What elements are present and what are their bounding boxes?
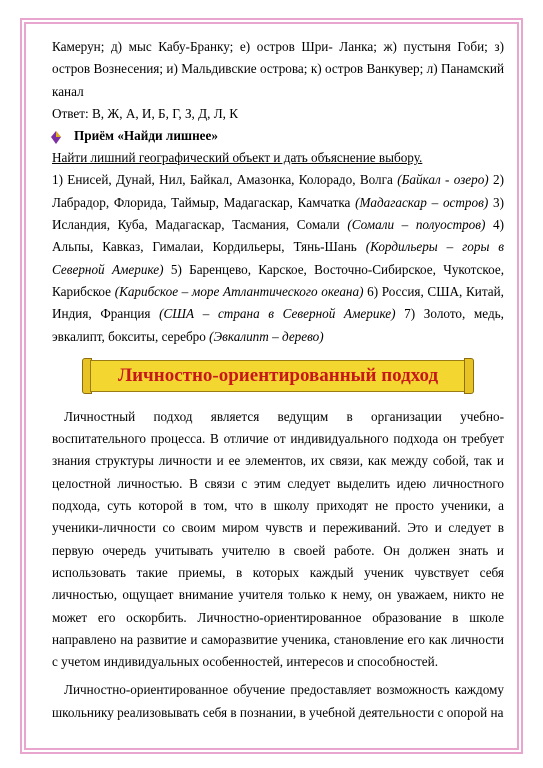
- technique-title: Приём «Найди лишнее»: [74, 128, 218, 144]
- group-text: 7) Золото, медь, эвкалипт, бокситы, серебро: [52, 306, 504, 344]
- group-text: 2) Лабрадор, Флорида, Таймыр, Мадагаскар, Камчатка: [52, 172, 504, 210]
- group-note: (Мадагаскар – остров): [355, 194, 489, 210]
- group-text: 3) Исландия, Куба, Мадагаскар, Тасмания, Сомали: [52, 194, 504, 233]
- group-text: 1) Енисей, Дунай, Нил, Байкал, Амазонка, Колорадо, Волга: [52, 172, 398, 188]
- banner-body: [90, 360, 466, 392]
- diamond-bullet-icon: [50, 130, 60, 142]
- section-banner: [82, 358, 474, 394]
- banner-title: Личностно-ориентированный подход: [117, 364, 439, 386]
- banner-right-roll: [464, 358, 474, 394]
- groups-paragraph: [52, 169, 504, 347]
- document-body: [52, 36, 504, 724]
- group-text: 4) Альпы, Кавказ, Гималаи, Кордильеры, Тянь-Шань: [52, 217, 504, 255]
- group-text: 5) Баренцево, Карское, Восточно-Сибирское, Чукотское, Карибское: [52, 261, 504, 299]
- task-instruction: Найти лишний географический объект и дать объяснение выбору.: [52, 150, 423, 166]
- technique-heading: [52, 125, 504, 147]
- paragraph-personal-learning: Личностно-ориентированное обучение предоставляет возможность каждому школьнику реализовывать себя в познании, в учебной деятельности с опорой на: [52, 682, 504, 720]
- group-note: (Эвкалипт – дерево): [209, 328, 324, 344]
- paragraph-personal-approach: Личностный подход является ведущим в организации учебно-воспитательного процесса. В отличие от индивидуального подхода он требует знания структуры личности и ее элементов, их связи, как между собой, так и целостной личностью. В связи с этим следует выделить идею личностного подхода, суть которой в том, что в школу приходят не просто ученики, а ученики-личности со своим миром чувств и переживаний. Это и следует в первую очередь учитывать учителю в своей работе. Он должен знать и использовать такие приемы, в которых каждый ученик чувствует себя личностью, ощущает внимание учителя только к нему, он уважаем, никто не может его оскорбить. Личностно-ориентированное образование в школе направлено на развитие и саморазвитие ученика, становление его как личности с учетом индивидуальных особенностей, интересов и способностей.: [52, 408, 504, 670]
- group-note: (Кордильеры – горы в Северной Америке): [52, 239, 504, 277]
- group-note: (Сомали – полуостров): [347, 217, 486, 233]
- group-note: (Карибское – море Атлантического океана): [114, 283, 364, 299]
- group-note: (США – страна в Северной Америке): [159, 306, 396, 322]
- group-text: 6) Россия, США, Китай, Индия, Франция: [52, 283, 504, 322]
- group-note: (Байкал - озеро): [397, 172, 489, 188]
- list-items-text: Камерун; д) мыс Кабу-Бранку; е) остров Шри- Ланка; ж) пустыня Гоби; з) остров Вознесения; и) Мальдивские острова; к) остров Ванкувер; л) Панамский канал: [52, 39, 504, 99]
- answer-text: Ответ: В, Ж, А, И, Б, Г, З, Д, Л, К: [52, 105, 239, 121]
